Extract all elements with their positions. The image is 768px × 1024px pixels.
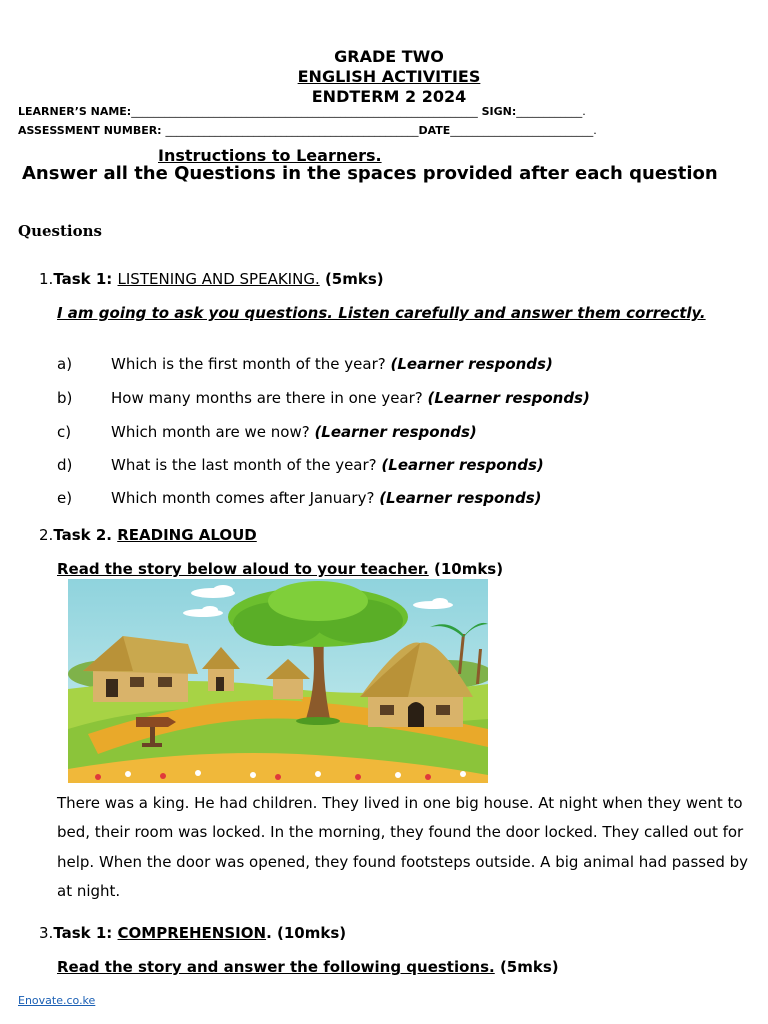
task3-title: COMPREHENSION — [117, 924, 267, 942]
title-subject: ENGLISH ACTIVITIES — [297, 67, 481, 86]
sign-blank[interactable]: ____________. — [516, 105, 586, 118]
question-e-response: (Learner responds) — [379, 489, 542, 507]
title-term: ENDTERM 2 2024 — [311, 87, 467, 106]
question-e — [111, 489, 542, 507]
question-b-response: (Learner responds) — [427, 389, 590, 407]
question-d-response: (Learner responds) — [381, 456, 544, 474]
task1-title: LISTENING AND SPEAKING. — [117, 270, 320, 288]
learner-name-row — [18, 105, 586, 118]
date-label: DATE — [418, 124, 451, 137]
sign-label: SIGN: — [481, 105, 517, 118]
instructions-text: Answer all the Questions in the spaces provided after each question — [22, 163, 718, 184]
story-text: There was a king. He had children. They lived in one big house. At night when they went to bed, their room was locked. In the morning, they found the door locked. They called out for help. When the door was opened, they found footsteps outside. A big animal had passed by at night. — [57, 794, 749, 900]
question-a — [111, 355, 553, 373]
task3-number: 3. — [39, 924, 54, 942]
question-letter-c: c) — [57, 423, 72, 441]
assessment-blank[interactable]: ______________________________________________ — [165, 124, 419, 137]
task2-instruction: Read the story below aloud to your teacher. — [57, 560, 429, 578]
task3-instruction-row — [57, 958, 559, 976]
task3-marks-small: (5mks) — [494, 958, 559, 976]
task1-number: 1. — [39, 270, 54, 288]
question-c — [111, 423, 477, 441]
task3-instruction: Read the story and answer the following questions. — [57, 958, 495, 976]
task3-marks: . (10mks) — [266, 924, 347, 942]
village-illustration — [68, 579, 488, 783]
question-letter-a: a) — [57, 355, 73, 373]
task1-instruction: I am going to ask you questions. Listen carefully and answer them correctly. — [57, 304, 706, 322]
question-letter-b: b) — [57, 389, 73, 407]
question-c-response: (Learner responds) — [314, 423, 477, 441]
task2-marks: (10mks) — [428, 560, 504, 578]
name-label: LEARNER’S NAME: — [18, 105, 132, 118]
task3-heading — [39, 924, 346, 942]
instructions-heading: Instructions to Learners. — [158, 146, 382, 165]
question-a-response: (Learner responds) — [390, 355, 553, 373]
footer-link[interactable]: Enovate.co.ke — [18, 994, 96, 1007]
task2-number: 2. — [39, 526, 54, 544]
question-letter-d: d) — [57, 456, 73, 474]
question-d — [111, 456, 544, 474]
question-c-text: Which month are we now? — [111, 423, 315, 441]
question-d-text: What is the last month of the year? — [111, 456, 382, 474]
question-b — [111, 389, 590, 407]
task3-label: Task 1: — [53, 924, 118, 942]
task2-label: Task 2. — [53, 526, 118, 544]
assessment-label: ASSESSMENT NUMBER: — [18, 124, 162, 137]
assessment-row — [18, 124, 597, 137]
title-grade: GRADE TWO — [334, 47, 444, 66]
question-e-text: Which month comes after January? — [111, 489, 380, 507]
question-b-text: How many months are there in one year? — [111, 389, 428, 407]
name-blank[interactable]: _______________________________________________________________ — [131, 105, 478, 118]
task1-marks: (5mks) — [319, 270, 384, 288]
task1-heading — [39, 270, 384, 288]
question-letter-e: e) — [57, 489, 73, 507]
task1-label: Task 1: — [53, 270, 118, 288]
task2-heading — [39, 526, 257, 544]
task2-title: READING ALOUD — [117, 526, 257, 544]
questions-heading: Questions — [18, 222, 102, 240]
question-a-text: Which is the first month of the year? — [111, 355, 391, 373]
task2-instruction-row — [57, 560, 503, 578]
date-blank[interactable]: __________________________. — [450, 124, 597, 137]
